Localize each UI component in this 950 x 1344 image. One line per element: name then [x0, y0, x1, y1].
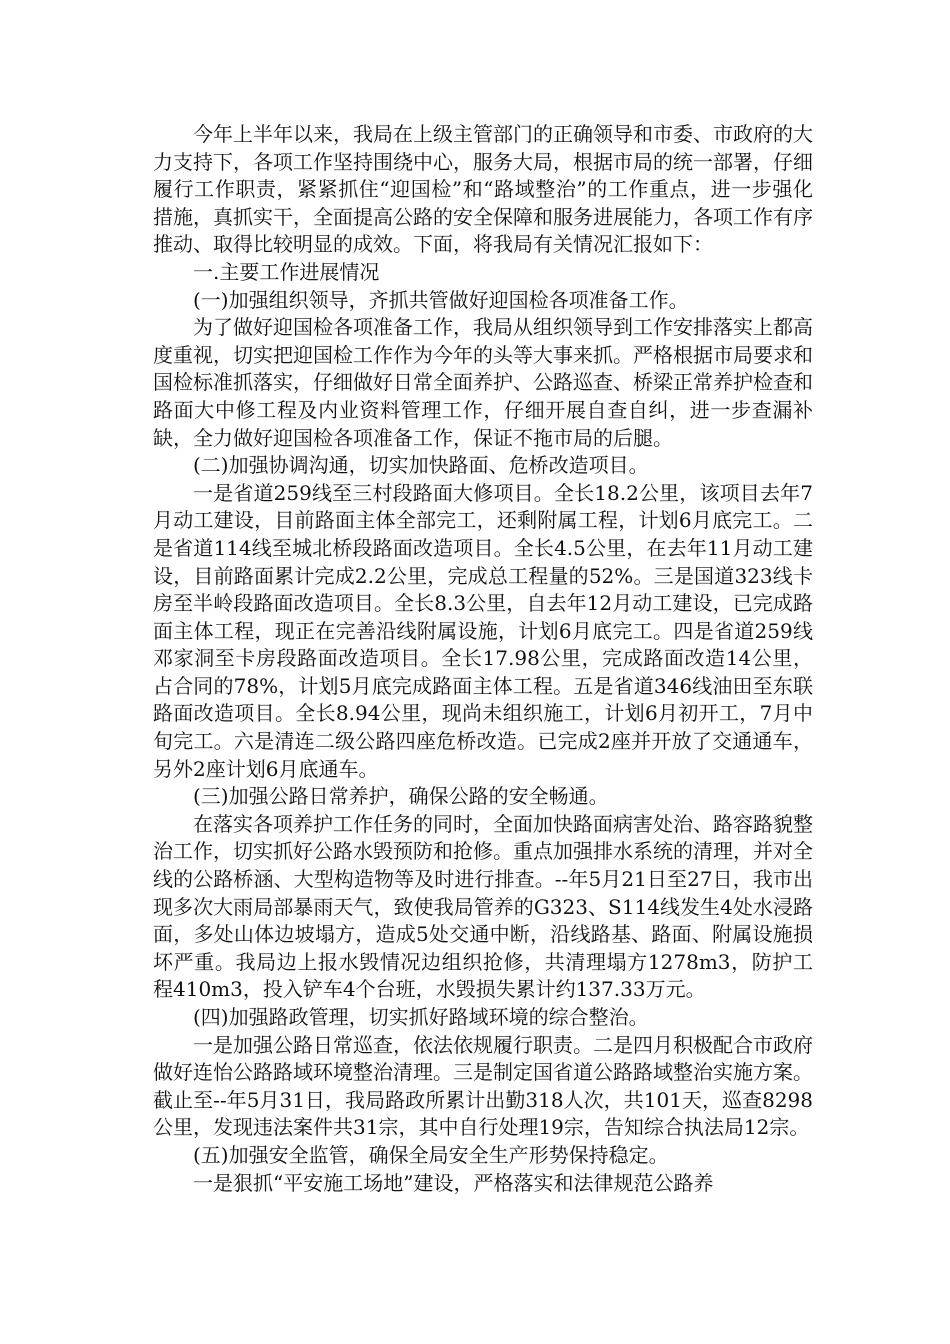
body-paragraph: 为了做好迎国检各项准备工作，我局从组织领导到工作安排落实上都高度重视，切实把迎国检工作作为今年的头等大事来抓。严格根据市局要求和国检标准抓落实，仔细做好日常全面养护、公路巡查、桥梁正常养护检查和路面大中修工程及内业资料管理工作，仔细开展自查自纠，进一步查漏补缺，全力做好迎国检各项准备工作，保证不拖市局的后腿。	[153, 315, 813, 450]
subsection-heading: (五)加强安全监管，确保全局安全生产形势保持稳定。	[193, 1142, 669, 1167]
body-paragraph: 一是狠抓“平安施工场地”建设，严格落实和法律规范公路养	[193, 1170, 714, 1195]
body-paragraph: 在落实各项养护工作任务的同时，全面加快路面病害处治、路容路貌整治工作，切实抓好公路水毁预防和抢修。重点加强排水系统的清理，并对全线的公路桥涵、大型构造物等及时进行排查。--年5月21日至27日，我市出现多次大雨局部暴雨天气，致使我局管养的G323、S114线发生4处水浸路面，多处山体边坡塌方，造成5处交通中断，沿线路基、路面、附属设施损坏严重。我局边上报水毁情况边组织抢修，共清理塌方1278m3，防护工程410m3，投入铲车4个台班，水毁损失累计约137.33万元。	[153, 811, 813, 1002]
body-paragraph: 一是省道259线至三村段路面大修项目。全长18.2公里，该项目去年7月动工建设，目前路面主体全部完工，还剩附属工程，计划6月底完工。二是省道114线至城北桥段路面改造项目。全长4.5公里，在去年11月动工建设，目前路面累计完成2.2公里，完成总工程量的52%。三是国道323线卡房至半岭段路面改造项目。全长8.3公里，自去年12月动工建设，已完成路面主体工程，现正在完善沿线附属设施，计划6月底完工。四是省道259线邓家洞至卡房段路面改造项目。全长17.98公里，完成路面改造14公里，占合同的78%，计划5月底完成路面主体工程。五是省道346线油田至东联路面改造项目。全长8.94公里，现尚未组织施工，计划6月初开工，7月中旬完工。六是清连二级公路四座危桥改造。已完成2座并开放了交通通车，另外2座计划6月底通车。	[153, 480, 813, 781]
subsection-heading: (二)加强协调沟通，切实加快路面、危桥改造项目。	[193, 453, 649, 478]
body-paragraph: 一是加强公路日常巡查，依法依规履行职责。二是四月积极配合市政府做好连怡公路路域环境整治清理。三是制定国省道公路路域整治实施方案。截止至--年5月31日，我局路政所累计出勤318人次，共101天，巡查8298公里，发现违法案件共31宗，其中自行处理19宗，告知综合执法局12宗。	[153, 1032, 813, 1140]
intro-paragraph: 今年上半年以来，我局在上级主管部门的正确领导和市委、市政府的大力支持下，各项工作坚持围绕中心，服务大局，根据市局的统一部署，仔细履行工作职责，紧紧抓住“迎国检”和“路域整治”的工作重点，进一步强化措施，真抓实干，全面提高公路的安全保障和服务进展能力，各项工作有序推动、取得比较明显的成效。下面，将我局有关情况汇报如下：	[153, 122, 813, 257]
subsection-heading: (三)加强公路日常养护，确保公路的安全畅通。	[193, 784, 609, 809]
subsection-heading: (四)加强路政管理，切实抓好路域环境的综合整治。	[193, 1005, 649, 1029]
document-body	[153, 121, 813, 1197]
section-heading: 一.主要工作进展情况	[193, 259, 380, 284]
subsection-heading: (一)加强组织领导，齐抓共管做好迎国检各项准备工作。	[193, 287, 689, 312]
